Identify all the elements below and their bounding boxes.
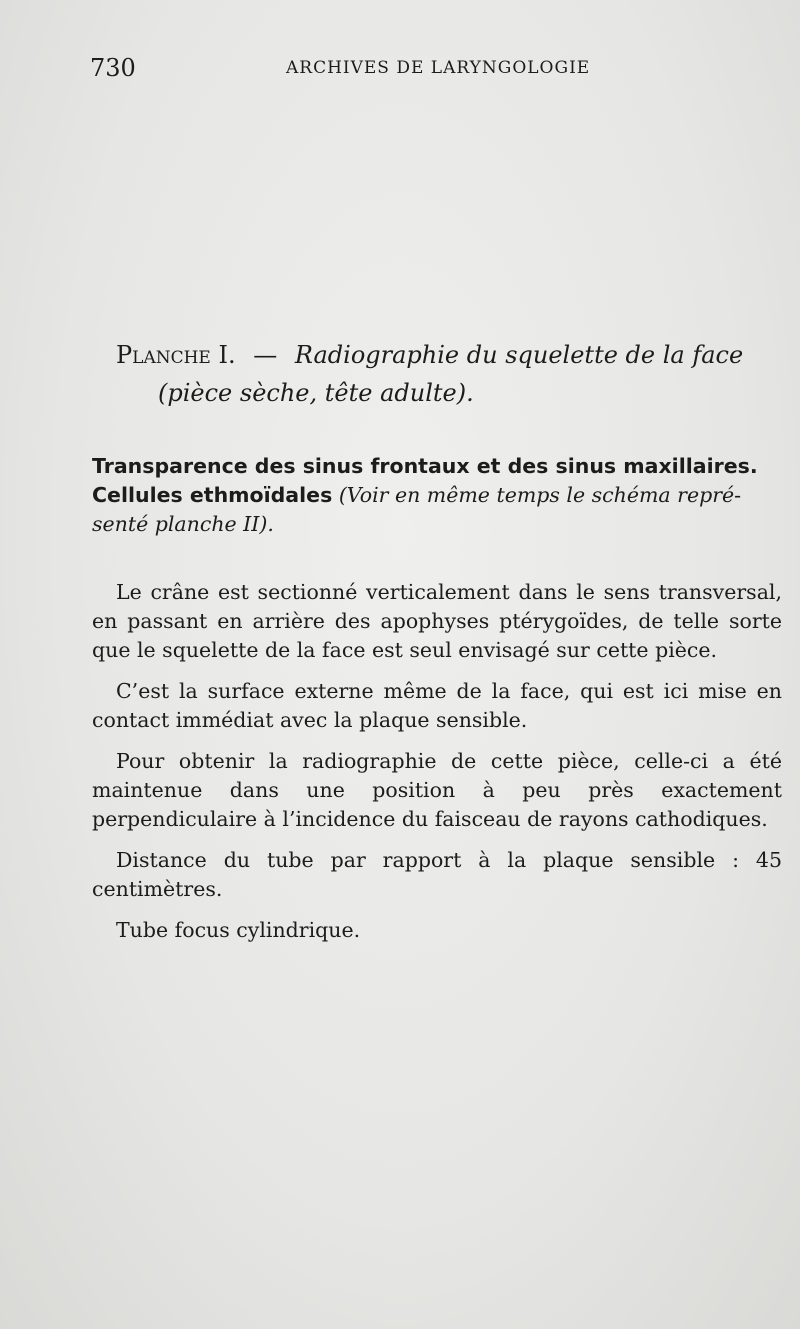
subtitle-line2-italic: (Voir en même temps le schéma repré-	[338, 483, 742, 507]
plate-label: Planche I.	[116, 341, 236, 369]
body-text	[92, 578, 782, 957]
plate-title-line2: (pièce sèche, tête adulte).	[158, 379, 474, 407]
subtitle-line3: senté planche II).	[92, 512, 274, 536]
page-number: 730	[90, 54, 136, 82]
page-header	[90, 54, 780, 84]
subtitle-line2-bold: Cellules ethmoïdales	[92, 483, 333, 507]
running-title: ARCHIVES DE LARYNGOLOGIE	[286, 58, 591, 78]
paragraph: Le crâne est sectionné verticalement dans le sens transversal, en passant en arrière des apophyses ptérygoïdes, de telle sorte que le squelette de la face est seul envisagé sur cette pièce.	[92, 580, 782, 662]
plate-dash: —	[253, 341, 278, 369]
plate-title	[116, 336, 766, 412]
paragraph: C’est la surface externe même de la face, qui est ici mise en contact immédiat avec la plaque sensible.	[92, 679, 782, 732]
paragraph: Tube focus cylindrique.	[116, 918, 361, 942]
plate-title-line1: Radiographie du squelette de la face	[294, 341, 744, 369]
paragraph: Distance du tube par rapport à la plaque sensible : 45 centimètres.	[92, 848, 782, 901]
subtitle-line1: Transparence des sinus frontaux et des sinus maxillaires.	[92, 454, 758, 478]
plate-subtitle	[92, 452, 782, 539]
paragraph: Pour obtenir la radiographie de cette pièce, celle-ci a été maintenue dans une position à peu près exactement perpendiculaire à l’incidence du faisceau de rayons cathodiques.	[92, 749, 782, 831]
